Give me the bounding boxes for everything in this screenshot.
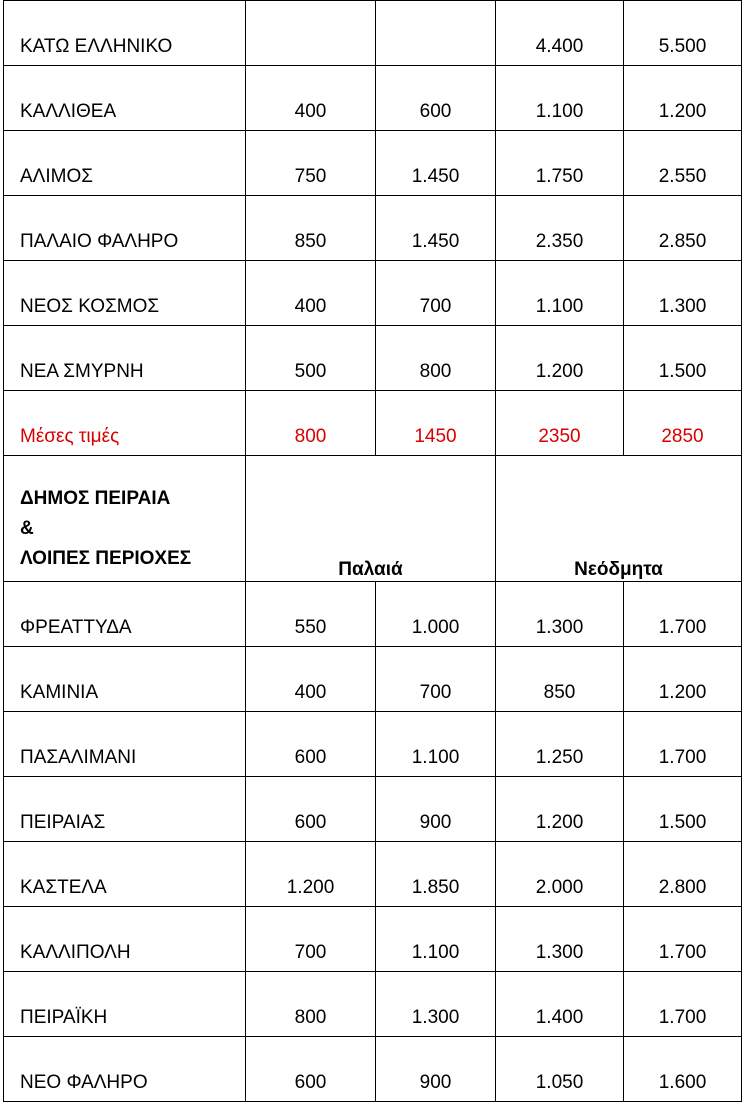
section-header-row bbox=[4, 456, 742, 582]
new-min-price: 1.200 bbox=[496, 326, 624, 391]
area-name: ΝΕΑ ΣΜΥΡΝΗ bbox=[4, 326, 246, 391]
old-min-price: 400 bbox=[246, 647, 376, 712]
old-min-price: 400 bbox=[246, 66, 376, 131]
old-max-price: 600 bbox=[376, 66, 496, 131]
area-name: ΑΛΙΜΟΣ bbox=[4, 131, 246, 196]
new-min-price: 2.000 bbox=[496, 842, 624, 907]
table-row bbox=[4, 842, 742, 907]
table-row bbox=[4, 777, 742, 842]
table-row bbox=[4, 261, 742, 326]
area-name: ΦΡΕΑΤΤΥΔΑ bbox=[4, 582, 246, 647]
area-name: ΚΑΣΤΕΛΑ bbox=[4, 842, 246, 907]
area-name: ΠΑΣΑΛΙΜΑΝΙ bbox=[4, 712, 246, 777]
new-max-price: 2.850 bbox=[624, 196, 742, 261]
table-row bbox=[4, 712, 742, 777]
table-row bbox=[4, 582, 742, 647]
old-min-price: 600 bbox=[246, 712, 376, 777]
area-name: ΚΑΤΩ ΕΛΛΗΝΙΚΟ bbox=[4, 1, 246, 66]
new-min-price: 1.750 bbox=[496, 131, 624, 196]
old-max-price: 1.450 bbox=[376, 131, 496, 196]
table-row bbox=[4, 647, 742, 712]
section-title bbox=[4, 456, 246, 582]
table-row bbox=[4, 196, 742, 261]
new-max-price: 1.600 bbox=[624, 1037, 742, 1102]
new-max-price: 5.500 bbox=[624, 1, 742, 66]
new-max-price: 1.200 bbox=[624, 647, 742, 712]
average-new-max: 2850 bbox=[624, 391, 742, 456]
old-max-price: 900 bbox=[376, 1037, 496, 1102]
new-max-price: 1.700 bbox=[624, 712, 742, 777]
area-name: ΝΕΟ ΦΑΛΗΡΟ bbox=[4, 1037, 246, 1102]
section-title-line: ΛΟΙΠΕΣ ΠΕΡΙΟΧΕΣ bbox=[20, 548, 192, 569]
old-min-price: 700 bbox=[246, 907, 376, 972]
new-max-price: 1.300 bbox=[624, 261, 742, 326]
group-header-old: Παλαιά bbox=[246, 456, 496, 582]
old-max-price: 1.100 bbox=[376, 712, 496, 777]
new-min-price: 1.300 bbox=[496, 907, 624, 972]
old-min-price bbox=[246, 1, 376, 66]
new-max-price: 2.550 bbox=[624, 131, 742, 196]
old-max-price: 1.850 bbox=[376, 842, 496, 907]
new-min-price: 1.200 bbox=[496, 777, 624, 842]
new-min-price: 2.350 bbox=[496, 196, 624, 261]
old-max-price: 900 bbox=[376, 777, 496, 842]
new-min-price: 1.400 bbox=[496, 972, 624, 1037]
new-min-price: 1.100 bbox=[496, 261, 624, 326]
table-row bbox=[4, 1037, 742, 1102]
new-min-price: 1.100 bbox=[496, 66, 624, 131]
new-max-price: 1.200 bbox=[624, 66, 742, 131]
table-row bbox=[4, 1, 742, 66]
old-max-price: 800 bbox=[376, 326, 496, 391]
old-min-price: 850 bbox=[246, 196, 376, 261]
old-min-price: 400 bbox=[246, 261, 376, 326]
new-max-price: 1.500 bbox=[624, 777, 742, 842]
new-max-price: 1.700 bbox=[624, 972, 742, 1037]
old-max-price bbox=[376, 1, 496, 66]
old-min-price: 600 bbox=[246, 1037, 376, 1102]
old-max-price: 700 bbox=[376, 647, 496, 712]
average-label: Μέσες τιμές bbox=[4, 391, 246, 456]
table-row bbox=[4, 972, 742, 1037]
old-min-price: 750 bbox=[246, 131, 376, 196]
new-min-price: 1.300 bbox=[496, 582, 624, 647]
new-max-price: 1.700 bbox=[624, 582, 742, 647]
section-title-line: & bbox=[20, 518, 34, 539]
old-max-price: 1.450 bbox=[376, 196, 496, 261]
new-max-price: 1.700 bbox=[624, 907, 742, 972]
area-name: ΠΑΛΑΙΟ ΦΑΛΗΡΟ bbox=[4, 196, 246, 261]
average-old-min: 800 bbox=[246, 391, 376, 456]
old-min-price: 600 bbox=[246, 777, 376, 842]
new-max-price: 2.800 bbox=[624, 842, 742, 907]
table-row bbox=[4, 326, 742, 391]
old-max-price: 700 bbox=[376, 261, 496, 326]
area-name: ΠΕΙΡΑΙΑΣ bbox=[4, 777, 246, 842]
group-header-new: Νεόδμητα bbox=[496, 456, 742, 582]
area-name: ΚΑΛΛΙΘΕΑ bbox=[4, 66, 246, 131]
average-new-min: 2350 bbox=[496, 391, 624, 456]
new-min-price: 1.250 bbox=[496, 712, 624, 777]
old-min-price: 1.200 bbox=[246, 842, 376, 907]
new-min-price: 4.400 bbox=[496, 1, 624, 66]
average-old-max: 1450 bbox=[376, 391, 496, 456]
average-row bbox=[4, 391, 742, 456]
price-table bbox=[3, 0, 742, 1102]
new-min-price: 1.050 bbox=[496, 1037, 624, 1102]
new-max-price: 1.500 bbox=[624, 326, 742, 391]
old-min-price: 800 bbox=[246, 972, 376, 1037]
table-row bbox=[4, 907, 742, 972]
old-max-price: 1.300 bbox=[376, 972, 496, 1037]
section-title-line: ΔΗΜΟΣ ΠΕΙΡΑΙΑ bbox=[20, 488, 171, 509]
area-name: ΚΑΜΙΝΙΑ bbox=[4, 647, 246, 712]
old-min-price: 500 bbox=[246, 326, 376, 391]
old-max-price: 1.000 bbox=[376, 582, 496, 647]
area-name: ΝΕΟΣ ΚΟΣΜΟΣ bbox=[4, 261, 246, 326]
old-min-price: 550 bbox=[246, 582, 376, 647]
old-max-price: 1.100 bbox=[376, 907, 496, 972]
table-row bbox=[4, 66, 742, 131]
table-row bbox=[4, 131, 742, 196]
area-name: ΚΑΛΛΙΠΟΛΗ bbox=[4, 907, 246, 972]
new-min-price: 850 bbox=[496, 647, 624, 712]
area-name: ΠΕΙΡΑΪΚΗ bbox=[4, 972, 246, 1037]
